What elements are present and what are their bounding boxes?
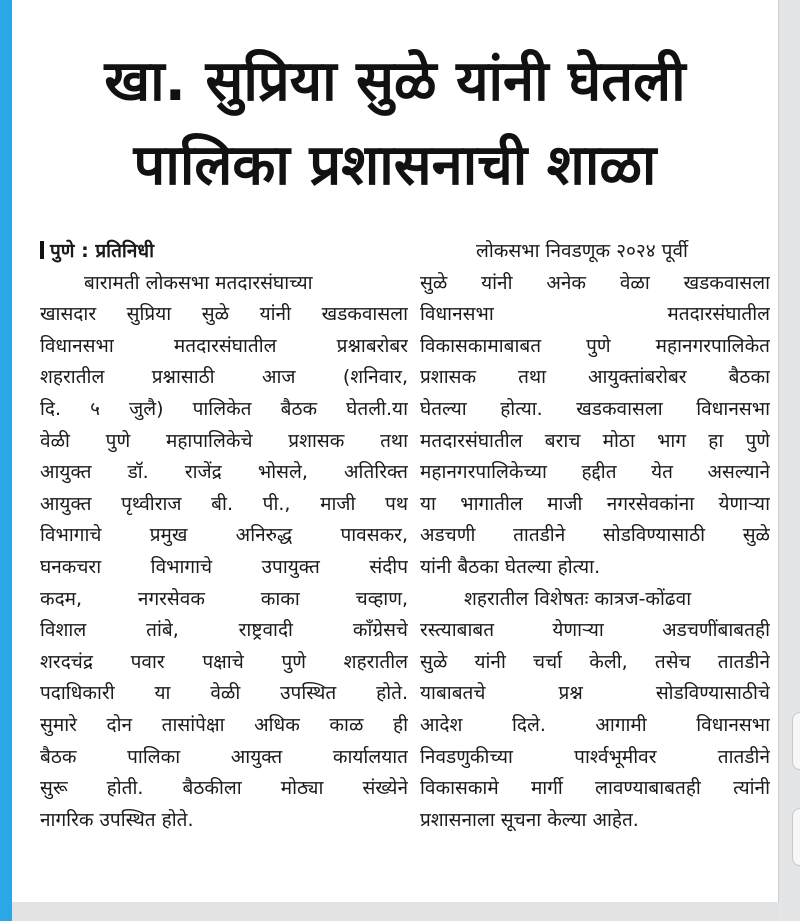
bottom-margin-strip	[12, 902, 778, 921]
article-line: मतदारसंघातील बराच मोठा भाग हा पुणे	[420, 429, 770, 452]
article-line: विकासकामे मार्गी लावण्याबाबतही त्यांनी	[420, 777, 770, 800]
left-accent-bar	[0, 0, 12, 921]
article-line: महानगरपालिकेच्या हद्दीत येत असल्याने	[420, 461, 770, 484]
headline	[30, 40, 760, 208]
article-line: सुमारे दोन तासांपेक्षा अधिक काळ ही	[40, 713, 408, 736]
article-line: खासदार सुप्रिया सुळे यांनी खडकवासला	[40, 303, 408, 326]
article-line: लोकसभा निवडणूक २०२४ पूर्वी	[476, 240, 688, 262]
article-line: या भागातील माजी नगरसेवकांना येणाऱ्या	[420, 492, 770, 515]
article-line: रस्त्याबाबत येणाऱ्या अडचणींबाबतही	[420, 619, 770, 642]
article-line: बारामती लोकसभा मतदारसंघाच्या	[84, 271, 313, 294]
article-line: पदाधिकारी या वेळी उपस्थित होते.	[40, 682, 408, 705]
article-line: कदम, नगरसेवक काका चव्हाण,	[40, 587, 408, 610]
headline-line-2: पालिका प्रशासनाची शाळा	[133, 133, 657, 198]
article-line: बैठक पालिका आयुक्त कार्यालयात	[40, 745, 408, 768]
article-column-right	[420, 236, 770, 836]
article-line: आयुक्त डॉ. राजेंद्र भोसले, अतिरिक्त	[40, 461, 408, 484]
article-line: यांनी बैठका घेतल्या होत्या.	[420, 555, 601, 578]
article-line: सुळे यांनी अनेक वेळा खडकवासला	[420, 271, 770, 294]
article-line: प्रशासक तथा आयुक्तांबरोबर बैठका	[420, 366, 770, 389]
article-line: सुरू होती. बैठकीला मोठ्या संख्येने	[40, 777, 408, 800]
article-line: विधानसभा मतदारसंघातील	[420, 303, 770, 326]
article-line: घेतल्या होत्या. खडकवासला विधानसभा	[420, 397, 770, 420]
article-line: याबाबतचे प्रश्न सोडविण्यासाठीचे	[420, 682, 770, 705]
article-line: सुळे यांनी चर्चा केली, तसेच तातडीने	[420, 650, 770, 673]
article-line: नागरिक उपस्थित होते.	[40, 808, 194, 831]
dateline-marker	[40, 241, 44, 259]
article-line: निवडणुकीच्या पार्श्वभूमीवर तातडीने	[420, 745, 770, 768]
article-line: विभागाचे प्रमुख अनिरुद्ध पावसकर,	[40, 524, 408, 547]
side-tab-upper	[792, 712, 800, 770]
dateline-text: पुणे : प्रतिनिधी	[50, 240, 154, 262]
right-margin-strip	[778, 0, 800, 921]
article-line: आयुक्त पृथ्वीराज बी. पी., माजी पथ	[40, 492, 408, 515]
article-line: वेळी पुणे महापालिकेचे प्रशासक तथा	[40, 429, 408, 452]
headline-line-1: खा. सुप्रिया सुळे यांनी घेतली	[104, 49, 686, 114]
article-line: शरदचंद्र पवार पक्षाचे पुणे शहरातील	[40, 650, 408, 673]
article-line: शहरातील प्रश्नासाठी आज (शनिवार,	[40, 366, 408, 389]
side-tab-lower	[792, 808, 800, 866]
article-line: प्रशासनाला सूचना केल्या आहेत.	[420, 808, 639, 831]
dateline	[40, 236, 408, 268]
article-line: विशाल तांबे, राष्ट्रवादी काँग्रेसचे	[40, 619, 408, 642]
article-line: विधानसभा मतदारसंघातील प्रश्नाबरोबर	[40, 334, 408, 357]
article-line: शहरातील विशेषतः कात्रज-कोंढवा	[464, 587, 692, 610]
article-column-left	[40, 236, 408, 836]
article-line: आदेश दिले. आगामी विधानसभा	[420, 713, 770, 736]
article-line: विकासकामाबाबत पुणे महानगरपालिकेत	[420, 334, 770, 357]
article-line: दि. ५ जुलै) पालिकेत बैठक घेतली.या	[40, 397, 408, 420]
article-line: अडचणी तातडीने सोडविण्यासाठी सुळे	[420, 524, 770, 547]
article-line: घनकचरा विभागाचे उपायुक्त संदीप	[40, 555, 408, 578]
